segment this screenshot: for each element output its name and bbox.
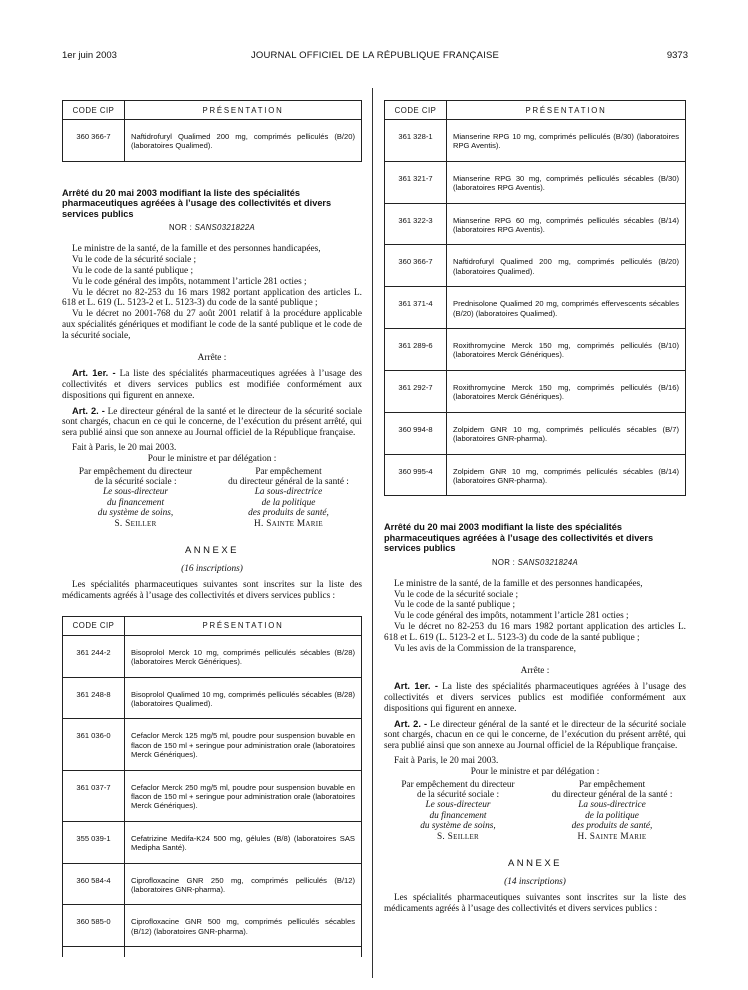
- cip-code: 361 322-3: [385, 203, 447, 245]
- cip-code: 355 039-1: [63, 821, 125, 863]
- signature-line: Par empêchement: [255, 466, 322, 477]
- presentation-text: Zolpidem GNR 10 mg, comprimés pelliculés sécables (B/7) (laboratoires GNR-pharma).: [447, 412, 686, 454]
- cip-code: 361 328-1: [385, 120, 447, 162]
- presentation-text: Cefaclor Merck 125 mg/5 ml, poudre pour suspension buvable en flacon de 150 ml + seringue pour administration orale (laboratoires Merck Génériques).: [125, 719, 362, 770]
- visa-line: Le ministre de la santé, de la famille et des personnes handicapées,: [394, 578, 643, 589]
- signatures: [384, 780, 686, 842]
- col-header-presentation: PRÉSENTATION: [125, 101, 362, 120]
- signature-line: La sous-directrice: [578, 800, 646, 811]
- signature-line: S. Seiller: [114, 518, 157, 529]
- signature-line: S. Seiller: [436, 831, 480, 842]
- col-header-presentation: PRÉSENTATION: [447, 101, 686, 120]
- table-row-continued: [63, 947, 362, 957]
- cip-code: 361 289-6: [385, 329, 447, 371]
- table-row: [385, 245, 686, 287]
- signature-line: Le sous-directeur: [425, 800, 491, 811]
- signature-line: du directeur général de la santé :: [551, 789, 673, 800]
- nor-code: SANS0321824A: [517, 557, 579, 567]
- signatures: [62, 467, 362, 529]
- done-at: Fait à Paris, le 20 mai 2003.: [72, 443, 177, 454]
- presentation-text: Zolpidem GNR 10 mg, comprimés pelliculés sécables (B/14) (laboratoires GNR-pharma).: [447, 454, 686, 496]
- delegation: Pour le ministre et par délégation :: [147, 453, 277, 464]
- signature-left: [62, 467, 209, 529]
- presentation-text: Ciprofloxacine GNR 500 mg, comprimés pelliculés sécables (B/12) (laboratoires GNR-pharma).: [125, 905, 362, 947]
- right-column: [384, 100, 686, 915]
- presentation-text: Roxithromycine Merck 150 mg, comprimés pelliculés (B/16) (laboratoires Merck Génériques).: [447, 370, 686, 412]
- table-row: [385, 329, 686, 371]
- cip-code: 360 995-4: [385, 454, 447, 496]
- arrete-label: Arrête :: [197, 353, 227, 364]
- col-header-presentation: PRÉSENTATION: [125, 616, 362, 635]
- visa-line: Vu le code de la sécurité sociale ;: [72, 255, 197, 266]
- signature-line: du système de soins,: [97, 508, 174, 519]
- visa-line: Vu le décret no 2001-768 du 27 août 2001 relatif à la procédure applicable aux spécialités génériques et modifiant le code de la santé publique et le code de la sécurité sociale,: [62, 309, 362, 341]
- cip-code: 361 036-0: [63, 719, 125, 770]
- inscriptions-count: (14 inscriptions): [504, 877, 566, 887]
- visa-line: Vu le code de la santé publique ;: [72, 265, 194, 276]
- cip-code: 360 584-4: [63, 863, 125, 905]
- cip-code: 361 244-2: [63, 635, 125, 677]
- signature-line: Le sous-directeur: [103, 487, 168, 498]
- col-header-code: CODE CIP: [63, 616, 125, 635]
- article-1: Art. 1er. - La liste des spécialités pharmaceutiques agréées à l’usage des collectivités et divers services publics est modifiée conformément aux dispositions qui figurent en annexe.: [384, 681, 686, 714]
- decree-title: Arrêté du 20 mai 2003 modifiant la liste des spécialités pharmaceutiques agréées à l’usage des collectivités et divers services publics: [62, 187, 332, 219]
- cip-code: 361 037-7: [63, 770, 125, 821]
- cip-code: 361 292-7: [385, 370, 447, 412]
- presentation-text: Mianserine RPG 60 mg, comprimés pelliculés sécables (B/14) (laboratoires RPG Aventis).: [447, 203, 686, 245]
- decree-title: Arrêté du 20 mai 2003 modifiant la liste des spécialités pharmaceutiques agréées à l’usage des collectivités et divers services publics: [384, 522, 654, 554]
- table-row: [385, 203, 686, 245]
- signature-line: La sous-directrice: [254, 487, 323, 498]
- signature-right: [538, 780, 686, 842]
- col-header-code: CODE CIP: [385, 101, 447, 120]
- visa-line: Vu le décret no 82-253 du 16 mars 1982 portant application des articles L. 618 et L. 619 (L. 5123-2 et L. 5123-3) du code de la santé publique ;: [384, 622, 686, 643]
- signature-line: H. Sainte Marie: [577, 831, 647, 842]
- signature-line: Par empêchement du directeur: [78, 466, 193, 477]
- table-row: [63, 677, 362, 719]
- cip-code: 360 994-8: [385, 412, 447, 454]
- annexe-heading: ANNEXE: [507, 858, 563, 869]
- signature-line: H. Sainte Marie: [254, 518, 323, 529]
- visa-line: Vu le code de la santé publique ;: [394, 600, 516, 611]
- presentation-text: Mianserine RPG 10 mg, comprimés pelliculés (B/30) (laboratoires RPG Aventis).: [447, 120, 686, 162]
- delegation: Pour le ministre et par délégation :: [470, 766, 600, 777]
- table-row: [63, 635, 362, 677]
- presentation-text: Cefatrizine Medifa-K24 500 mg, gélules (B/8) (laboratoires SAS Medipha Santé).: [125, 821, 362, 863]
- presentation-text: Naftidrofuryl Qualimed 200 mg, comprimés pelliculés (B/20) (laboratoires Qualimed).: [125, 120, 362, 162]
- table-row: [385, 120, 686, 162]
- presentation-text: Mianserine RPG 30 mg, comprimés pelliculés sécables (B/30) (laboratoires RPG Aventis).: [447, 161, 686, 203]
- inscriptions-count: (16 inscriptions): [181, 564, 243, 575]
- table-row: [63, 719, 362, 770]
- article-2: Art. 2. - Le directeur général de la santé et le directeur de la sécurité sociale sont chargés, chacun en ce qui le concerne, de l’exécution du présent arrêté, qui sera publié ainsi que son annexe au Journal officiel de la République française.: [62, 405, 363, 439]
- arrete-label: Arrête :: [520, 666, 550, 677]
- table-row: [385, 161, 686, 203]
- column-divider: [372, 88, 373, 978]
- signature-line: de la politique: [261, 497, 316, 508]
- annexe-heading: ANNEXE: [184, 545, 240, 557]
- visa-line: Vu le code général des impôts, notamment l’article 281 octies ;: [394, 611, 629, 622]
- cip-code: 360 366-7: [63, 120, 125, 162]
- article-1: Art. 1er. - La liste des spécialités pharmaceutiques agréées à l’usage des collectivités et divers services publics est modifiée conformément aux dispositions qui figurent en annexe.: [62, 368, 363, 401]
- signature-line: Par empêchement: [578, 779, 646, 790]
- table-row: [63, 770, 362, 821]
- visa-line: Vu le code général des impôts, notamment l’article 281 octies ;: [72, 276, 307, 287]
- signature-left: [384, 780, 532, 842]
- nor-reference: [384, 558, 686, 567]
- journal-title: JOURNAL OFFICIEL DE LA RÉPUBLIQUE FRANÇAISE: [250, 50, 500, 61]
- signature-right: [215, 467, 362, 529]
- table-row: [385, 412, 686, 454]
- signature-line: des produits de santé,: [571, 821, 653, 832]
- signature-line: de la politique: [585, 810, 639, 821]
- signature-line: de la sécurité sociale :: [416, 789, 500, 800]
- nor-reference: [62, 223, 362, 232]
- table-row: [63, 863, 362, 905]
- signature-line: des produits de santé,: [248, 508, 329, 519]
- table-row: [63, 120, 362, 162]
- annexe-intro: Les spécialités pharmaceutiques suivantes sont inscrites sur la liste des médicaments agréés à l’usage des collectivités et divers services publics :: [62, 580, 362, 601]
- table-row: [63, 821, 362, 863]
- cip-table-bottom-left: [62, 616, 362, 957]
- visa-line: Vu le décret no 82-253 du 16 mars 1982 portant application des articles L. 618 et L. 619 (L. 5123-2 et L. 5123-3) du code de la santé publique ;: [62, 287, 362, 309]
- table-row: [385, 370, 686, 412]
- signature-line: du système de soins,: [420, 821, 496, 832]
- page-number: 9373: [666, 50, 688, 61]
- annexe-intro: Les spécialités pharmaceutiques suivantes sont inscrites sur la liste des médicaments agréés à l’usage des collectivités et divers services publics :: [384, 893, 686, 914]
- header-date: 1er juin 2003: [62, 50, 117, 61]
- presentation-text: Naftidrofuryl Qualimed 200 mg, comprimés pelliculés (B/20) (laboratoires Qualimed).: [447, 245, 686, 287]
- nor-label: NOR :: [491, 557, 516, 567]
- cip-code: 361 248-8: [63, 677, 125, 719]
- cip-code: 361 371-4: [385, 287, 447, 329]
- presentation-text: Cefaclor Merck 250 mg/5 ml, poudre pour suspension buvable en flacon de 150 ml + seringue pour administration orale (laboratoires Merck Génériques).: [125, 770, 362, 821]
- visa-line: Vu les avis de la Commission de la transparence,: [394, 643, 576, 654]
- cip-table-right: [384, 100, 686, 496]
- left-column: [62, 100, 362, 957]
- presentation-text: Ciprofloxacine GNR 250 mg, comprimés pelliculés (B/12) (laboratoires GNR-pharma).: [125, 863, 362, 905]
- article-2: Art. 2. - Le directeur général de la santé et le directeur de la sécurité sociale sont chargés, chacun en ce qui le concerne, de l’exécution du présent arrêté, qui sera publié ainsi que son annexe au Journal officiel de la République française.: [384, 718, 687, 752]
- presentation-text: Roxithromycine Merck 150 mg, comprimés pelliculés (B/10) (laboratoires Merck Génériques).: [447, 329, 686, 371]
- done-at: Fait à Paris, le 20 mai 2003.: [394, 755, 499, 766]
- table-row: [385, 454, 686, 496]
- nor-label: NOR :: [168, 223, 193, 233]
- table-row: [63, 905, 362, 947]
- presentation-text: Bisoprolol Qualimed 10 mg, comprimés pelliculés sécables (B/28) (laboratoires Qualimed).: [125, 677, 362, 719]
- cip-code: 361 321-7: [385, 161, 447, 203]
- signature-line: du directeur général de la santé :: [228, 477, 349, 488]
- visa-line: Vu le code de la sécurité sociale ;: [394, 589, 519, 600]
- presentation-text: Bisoprolol Merck 10 mg, comprimés pelliculés sécables (B/28) (laboratoires Merck Génériques).: [125, 635, 362, 677]
- cip-table-top-left: [62, 100, 362, 162]
- signature-line: de la sécurité sociale :: [94, 477, 177, 488]
- table-row: [385, 287, 686, 329]
- signature-line: Par empêchement du directeur: [401, 779, 515, 790]
- decree-body: [62, 244, 362, 464]
- decree-body: [384, 579, 686, 778]
- cip-code: 360 366-7: [385, 245, 447, 287]
- nor-code: SANS0321822A: [194, 223, 256, 233]
- signature-line: du financement: [429, 810, 487, 821]
- signature-line: du financement: [106, 497, 165, 508]
- col-header-code: CODE CIP: [63, 101, 125, 120]
- cip-code: 360 585-0: [63, 905, 125, 947]
- visa-line: Le ministre de la santé, de la famille et des personnes handicapées,: [72, 244, 321, 255]
- presentation-text: Prednisolone Qualimed 20 mg, comprimés effervescents sécables (B/20) (laboratoires Qualimed).: [447, 287, 686, 329]
- page-header: [62, 50, 688, 66]
